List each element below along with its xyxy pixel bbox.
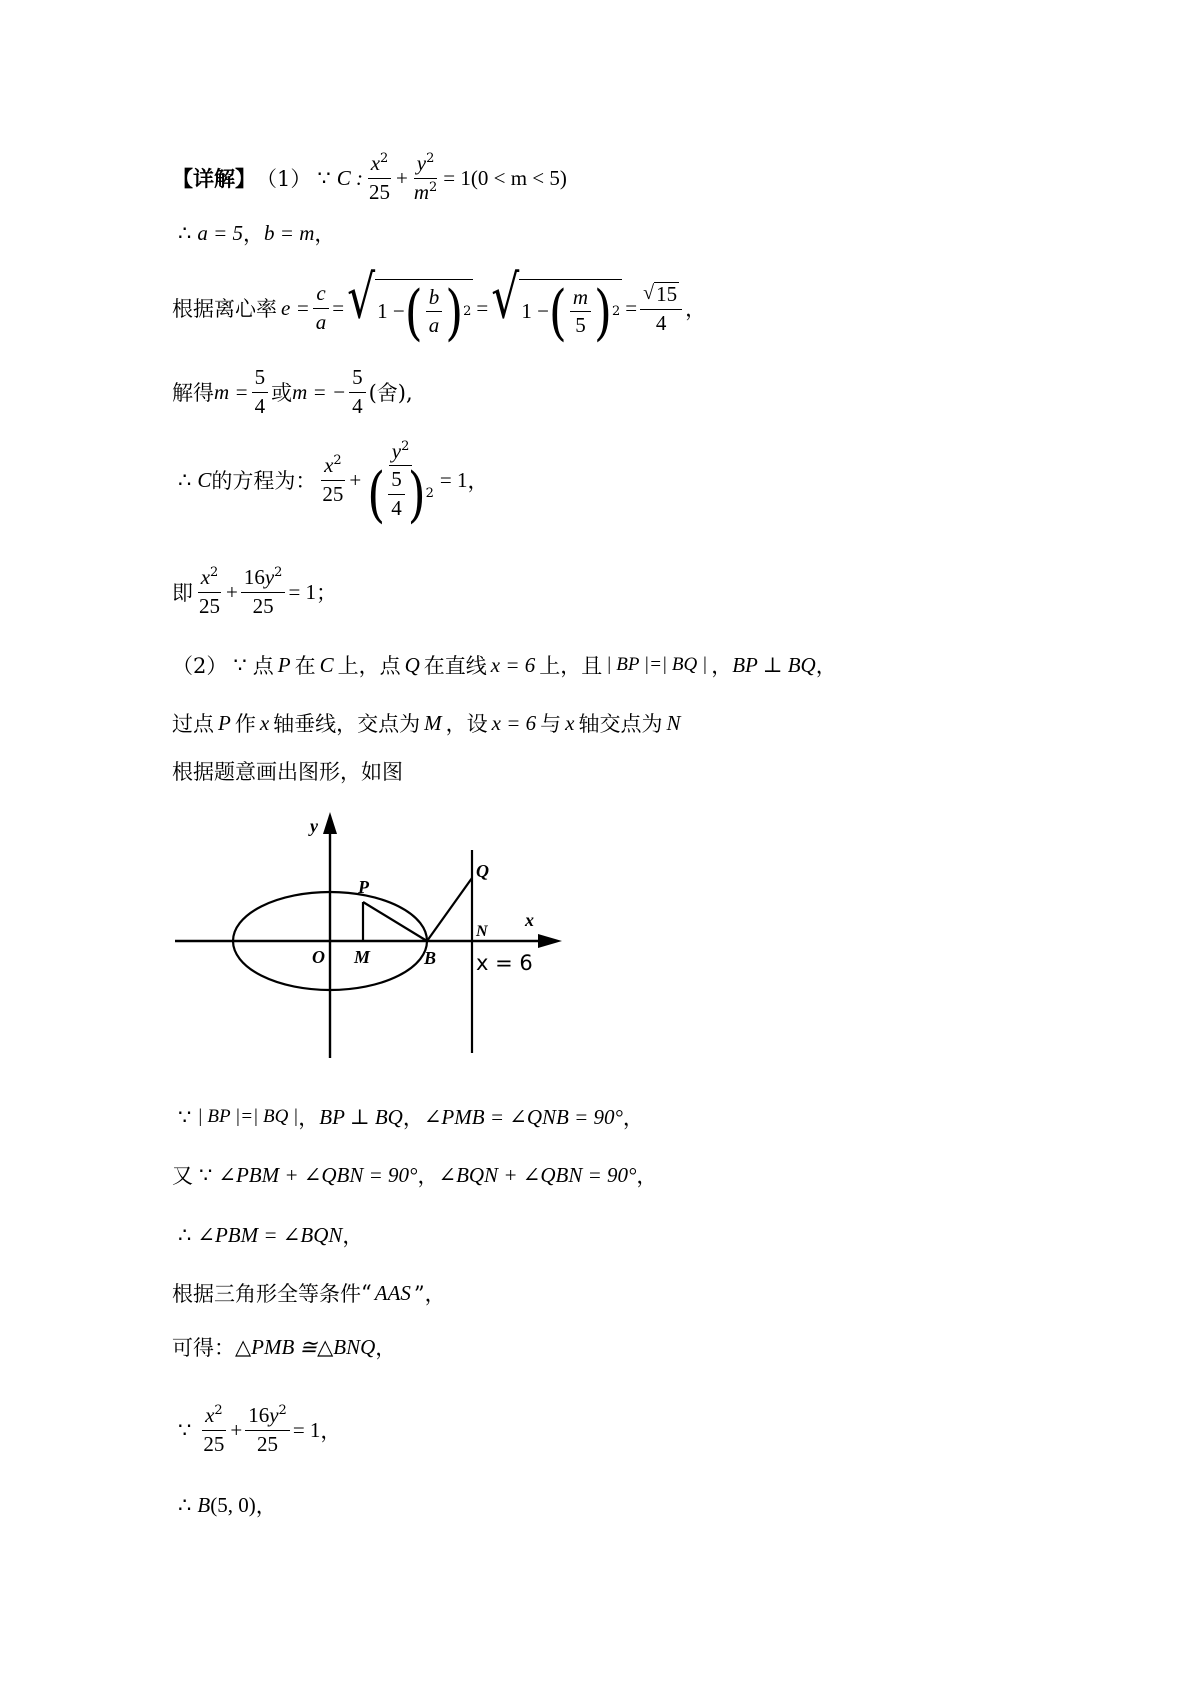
fraction-x2-25: $\frac{x^2}{25}$ bbox=[322, 453, 344, 506]
reject-text: (舍), bbox=[368, 381, 413, 405]
equation-rhs: = 1(0 < m < 5) bbox=[443, 165, 567, 190]
fraction-y2-over-5-4-squared: $y^2$ ( $\frac{5}{4}$ ) 2 bbox=[367, 439, 434, 530]
detail-label: 【详解】 bbox=[172, 166, 256, 191]
label-b: B bbox=[424, 948, 437, 968]
fraction-x2-25: $\frac{x^2}{25}$ bbox=[203, 1403, 225, 1456]
point-p: P bbox=[218, 710, 231, 735]
text: 上，且 bbox=[539, 654, 603, 678]
comma: ， bbox=[298, 1106, 320, 1130]
sqrt-1-minus-b-over-a: √ 1 − ( $\frac{b}{a}$ ) 2 bbox=[347, 263, 472, 347]
label-p: P bbox=[358, 877, 369, 897]
comma: ， bbox=[255, 1494, 277, 1518]
because-symbol: ∵ bbox=[178, 1104, 192, 1129]
abs-bp-bq: | BP |=| BQ | bbox=[197, 1106, 299, 1127]
aas-label: AAS bbox=[374, 1280, 411, 1305]
you-text: 又 bbox=[172, 1164, 193, 1188]
fraction-16y2-25: $\frac{16y^2}{25}$ bbox=[241, 566, 286, 617]
comma: ， bbox=[243, 222, 265, 246]
line-aas bbox=[172, 1278, 446, 1308]
e-equals: e = bbox=[281, 295, 310, 320]
solve-text: 解得 bbox=[172, 381, 214, 405]
angle-sum-1: ∠PBM + ∠QBN = 90° bbox=[218, 1162, 418, 1187]
line-conditions bbox=[172, 1102, 644, 1132]
fraction-y2-m2: $\frac{y^2}{m^2}$ bbox=[413, 151, 438, 204]
text: 在 bbox=[294, 654, 316, 678]
label-m: M bbox=[354, 947, 371, 967]
line-congruent bbox=[172, 1332, 396, 1362]
label-q: Q bbox=[476, 861, 489, 881]
angle-sum-2: ∠BQN + ∠QBN = 90° bbox=[438, 1162, 637, 1187]
right-angles: ∠PMB = ∠QNB = 90° bbox=[423, 1104, 623, 1129]
y-axis-arrow bbox=[323, 812, 337, 834]
fraction-16y2-25: $\frac{16y^2}{25}$ bbox=[245, 1404, 290, 1455]
text: 在直线 bbox=[423, 654, 487, 678]
line-equation-c bbox=[172, 430, 489, 530]
x-axis-label: x bbox=[525, 910, 534, 930]
quote-open: “ bbox=[361, 1281, 372, 1305]
text: 根据题意画出图形，如图 bbox=[172, 760, 403, 784]
x-axis-arrow bbox=[538, 934, 562, 948]
therefore-symbol: ∴ bbox=[178, 220, 192, 245]
comma: ， bbox=[320, 1419, 342, 1443]
line-angle-sums bbox=[172, 1160, 657, 1190]
angle-equality: ∠PBM = ∠BQN bbox=[197, 1222, 343, 1247]
b-equals: b = m bbox=[264, 220, 315, 245]
equals-one: = 1 bbox=[288, 579, 317, 604]
therefore-symbol: ∴ bbox=[178, 1222, 192, 1247]
comma: ， bbox=[467, 469, 489, 493]
equals-sign: = bbox=[625, 295, 638, 320]
point-m: M bbox=[424, 710, 442, 735]
text: 可得： bbox=[172, 1336, 235, 1360]
ji-text: 即 bbox=[172, 581, 193, 605]
therefore-symbol: ∴ bbox=[178, 1492, 192, 1517]
line-a-b bbox=[172, 218, 335, 248]
m-equals-negative: m = − bbox=[292, 379, 347, 404]
point-q: Q bbox=[404, 652, 420, 677]
fraction-5-4: $\frac{5}{4}$ bbox=[252, 366, 269, 417]
semicolon: ； bbox=[316, 581, 338, 605]
text: 与 bbox=[540, 712, 562, 736]
plus-sign: + bbox=[349, 467, 362, 492]
text: 轴垂线，交点为 bbox=[273, 712, 421, 736]
point-b-coords: (5, 0) bbox=[210, 1492, 256, 1517]
plus-sign: + bbox=[396, 165, 408, 190]
curve-name: C : bbox=[336, 165, 363, 190]
because-symbol: ∵ bbox=[199, 1162, 213, 1187]
plus-sign: + bbox=[226, 579, 238, 604]
equals-one: = 1 bbox=[292, 1417, 321, 1442]
comma: ， bbox=[636, 1164, 658, 1188]
x-var: x bbox=[565, 710, 575, 735]
y-axis-label: y bbox=[310, 816, 318, 836]
a-equals: a = 5 bbox=[197, 220, 244, 245]
comma: ， bbox=[314, 222, 336, 246]
text: 根据三角形全等条件 bbox=[172, 1282, 361, 1306]
equation-text: 的方程为： bbox=[211, 469, 317, 493]
equals-sign: = bbox=[476, 295, 489, 320]
comma: ， bbox=[685, 297, 707, 321]
bp-perp-bq: BP ⊥ BQ bbox=[319, 1104, 403, 1129]
comma: ， bbox=[342, 1224, 364, 1248]
or-text: 或 bbox=[271, 381, 293, 405]
line-label-x-6: x = 6 bbox=[476, 951, 533, 975]
line-eccentricity bbox=[172, 263, 707, 348]
text: ，设 bbox=[445, 712, 488, 736]
text: 点 bbox=[252, 654, 274, 678]
bp-perp-bq: BP ⊥ BQ bbox=[732, 652, 816, 677]
line-part-2 bbox=[172, 650, 837, 680]
comma: ， bbox=[417, 1164, 439, 1188]
text: ， bbox=[711, 654, 733, 678]
segment-pb bbox=[363, 902, 427, 941]
curve-name: C bbox=[319, 652, 334, 677]
segment-bq bbox=[427, 878, 472, 941]
part-2-label: （2） bbox=[172, 654, 228, 678]
line-solve-m bbox=[172, 360, 413, 424]
text: 轴交点为 bbox=[578, 712, 663, 736]
ellipse-figure bbox=[170, 808, 570, 1068]
label-n: N bbox=[476, 923, 488, 940]
x-var: x bbox=[259, 710, 270, 735]
because-symbol: ∵ bbox=[178, 1417, 192, 1442]
fraction-5-4-negative: $\frac{5}{4}$ bbox=[349, 366, 366, 417]
line-draw-figure bbox=[172, 756, 403, 786]
comma: ， bbox=[375, 1336, 397, 1360]
triangle-congruence: △PMB ≅△BNQ bbox=[235, 1334, 376, 1359]
eccentricity-text: 根据离心率 bbox=[172, 297, 277, 321]
curve-name: C bbox=[197, 467, 212, 492]
line-x-6: x = 6 bbox=[491, 710, 537, 735]
line-perpendicular bbox=[172, 708, 685, 738]
text: 过点 bbox=[172, 712, 214, 736]
fraction-x2-25: $\frac{x^2}{25}$ bbox=[199, 565, 220, 618]
line-x-6: x = 6 bbox=[490, 652, 536, 677]
therefore-symbol: ∴ bbox=[178, 467, 192, 492]
text: ， bbox=[815, 654, 837, 678]
point-b: B bbox=[197, 1492, 211, 1517]
fraction-c-a: $\frac{c}{a}$ bbox=[313, 282, 330, 333]
line-point-b bbox=[172, 1490, 277, 1520]
part-1-label: （1） bbox=[256, 167, 312, 191]
comma: ， bbox=[622, 1106, 644, 1130]
line-ellipse-eq bbox=[172, 1398, 341, 1462]
m-equals: m = bbox=[214, 379, 249, 404]
point-p: P bbox=[277, 652, 291, 677]
sqrt-1-minus-m-over-5: √ 1 − ( $\frac{m}{5}$ ) 2 bbox=[491, 263, 621, 347]
line-angle-equal bbox=[172, 1220, 363, 1250]
line-detail-1 bbox=[172, 150, 567, 206]
equals-one: = 1 bbox=[439, 467, 468, 492]
comma: ， bbox=[402, 1106, 424, 1130]
because-symbol: ∵ bbox=[317, 165, 331, 190]
text: 作 bbox=[234, 712, 256, 736]
plus-sign: + bbox=[230, 1417, 243, 1442]
because-symbol: ∵ bbox=[233, 652, 247, 677]
quote-close: ”， bbox=[413, 1282, 446, 1306]
line-simplified bbox=[172, 560, 337, 624]
text: 上，点 bbox=[337, 654, 401, 678]
abs-bp-bq: | BP |=| BQ | bbox=[606, 654, 708, 675]
label-o: O bbox=[312, 947, 325, 967]
fraction-x2-25: $\frac{x^2}{25}$ bbox=[369, 151, 390, 204]
point-n: N bbox=[666, 710, 681, 735]
fraction-sqrt15-4: √ 15 4 bbox=[640, 281, 682, 334]
equals-sign: = bbox=[332, 295, 345, 320]
